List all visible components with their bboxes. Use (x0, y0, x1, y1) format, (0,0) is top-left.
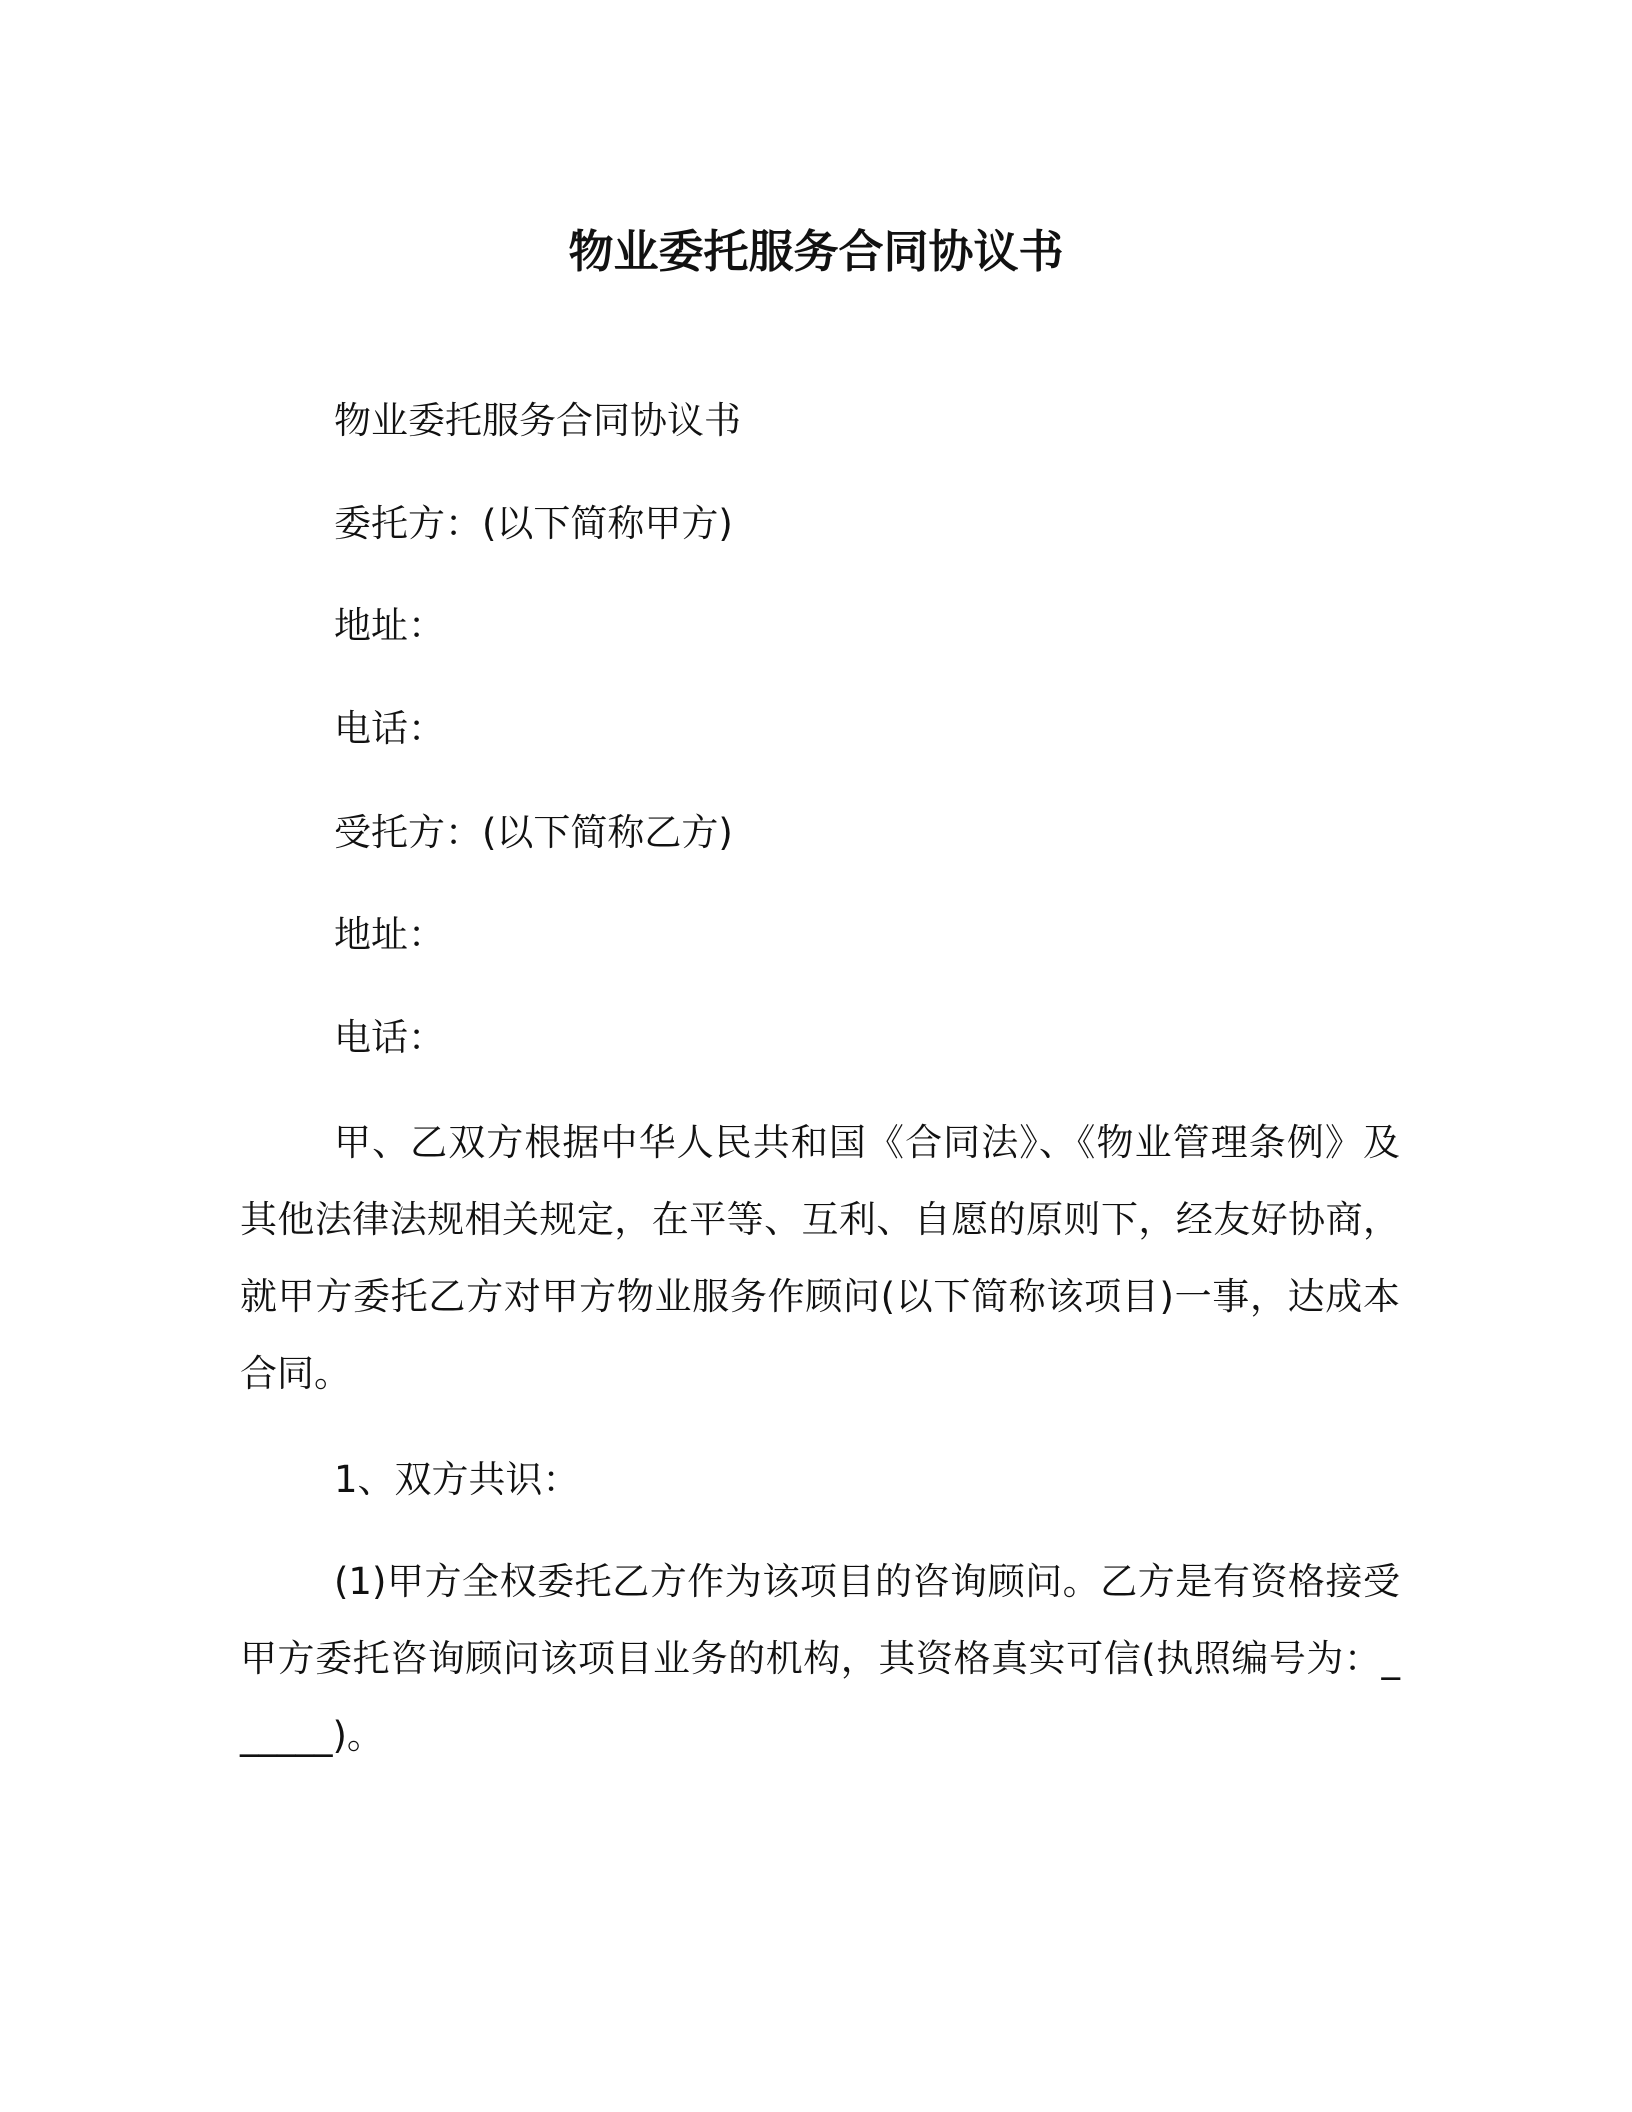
party-a-address: 地址： (334, 604, 445, 647)
party-a-phone: 电话： (334, 707, 445, 750)
document-subtitle: 物业委托服务合同协议书 (334, 399, 741, 442)
section-1-heading: 1、双方共识： (334, 1458, 580, 1501)
party-a-label: 委托方：(以下简称甲方) (334, 502, 733, 545)
party-b-address: 地址： (334, 913, 445, 956)
section-1-item-1: (1)甲方全权委托乙方作为该项目的咨询顾问。乙方是有资格接受甲方委托咨询顾问该项目业务的机构，其资格真实可信(执照编号为：______)。 (240, 1560, 1400, 1757)
document-title: 物业委托服务合同协议书 (568, 225, 1064, 278)
party-b-phone: 电话： (334, 1016, 445, 1059)
party-b-label: 受托方：(以下简称乙方) (334, 811, 733, 854)
intro-paragraph: 甲、乙双方根据中华人民共和国《合同法》、《物业管理条例》及其他法律法规相关规定，在平等、互利、自愿的原则下，经友好协商，就甲方委托乙方对甲方物业服务作顾问(以下简称该项目)一事，达成本合同。 (240, 1121, 1400, 1395)
